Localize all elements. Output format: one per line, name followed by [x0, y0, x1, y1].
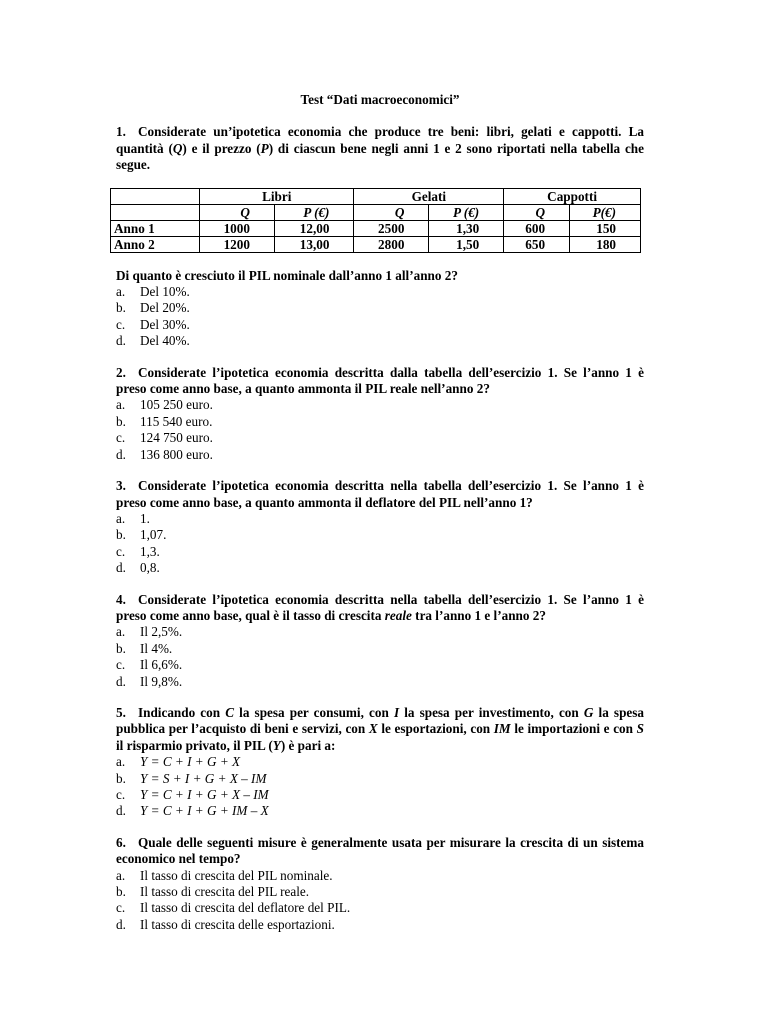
table-subheader: Q: [504, 204, 570, 220]
table-cell: 1,50: [429, 236, 504, 252]
question-4-text: [116, 592, 644, 625]
option-text: Y = S + I + G + X – IM: [140, 770, 267, 786]
option-text: 115 540 euro.: [140, 413, 213, 429]
question-number: 4.: [116, 591, 126, 607]
options-list: [116, 624, 644, 690]
question-6-text: [116, 835, 644, 868]
table-cell: 180: [570, 236, 641, 252]
symbol-g: G: [583, 704, 594, 720]
option-c[interactable]: [116, 787, 644, 803]
table-subheader: Q: [200, 204, 275, 220]
option-d[interactable]: [116, 803, 644, 819]
option-letter: b.: [116, 413, 126, 429]
text-fragment: la spesa per consumi, con: [234, 704, 394, 720]
table-cell: 13,00: [274, 236, 354, 252]
table-cell: 150: [570, 220, 641, 236]
option-text: Y = C + I + G + IM – X: [140, 803, 269, 819]
symbol-p: P: [260, 140, 269, 156]
option-text: 1,07.: [140, 527, 167, 543]
option-letter: b.: [116, 770, 126, 786]
symbol-s: S: [636, 721, 644, 737]
table-empty-cell: [111, 204, 200, 220]
option-text: Il tasso di crescita delle esportazioni.: [140, 916, 335, 932]
option-c[interactable]: [116, 544, 644, 560]
option-c[interactable]: [116, 900, 644, 916]
option-d[interactable]: [116, 917, 644, 933]
option-b[interactable]: [116, 527, 644, 543]
option-letter: c.: [116, 657, 126, 673]
text-fragment: la spesa pubblica per l’acquisto di beni e servizi, con: [116, 704, 644, 737]
option-letter: a.: [116, 624, 126, 640]
table-group-cappotti: Cappotti: [504, 188, 641, 204]
table-cell: 1000: [200, 220, 275, 236]
question-body: Quale delle seguenti misure è generalmente usata per misurare la crescita di un sistema economico nel tempo?: [116, 834, 644, 867]
table-cell: 650: [504, 236, 570, 252]
table-cell: 600: [504, 220, 570, 236]
text-fragment: Indicando con: [138, 704, 226, 720]
option-letter: d.: [116, 560, 126, 576]
option-letter: c.: [116, 543, 126, 559]
text-fragment: Considerate l’ipotetica economia descritta nella tabella dell’esercizio 1. Se l’anno 1 è preso come anno base, qual è il tasso di crescita: [116, 591, 644, 623]
question-number: 3.: [116, 478, 126, 494]
spacer: [116, 690, 644, 705]
table-cell: 2500: [354, 220, 429, 236]
table-group-gelati: Gelati: [354, 188, 504, 204]
symbol-q: Q: [172, 140, 183, 156]
options-list: [116, 284, 644, 350]
symbol-y: Y: [272, 737, 281, 753]
table-subheader-row: [111, 204, 641, 220]
option-a[interactable]: [116, 511, 644, 527]
option-text: Il 4%.: [140, 640, 173, 656]
option-letter: b.: [116, 884, 126, 900]
option-letter: b.: [116, 640, 126, 656]
data-table: [110, 188, 641, 253]
option-letter: a.: [116, 284, 126, 300]
table-row-label: Anno 1: [111, 220, 200, 236]
option-a[interactable]: [116, 754, 644, 770]
question-1-text: [116, 124, 644, 173]
option-text: Il 9,8%.: [140, 673, 183, 689]
option-letter: d.: [116, 803, 126, 819]
options-list: [116, 868, 644, 934]
option-letter: c.: [116, 900, 126, 916]
table-header-row: [111, 188, 641, 204]
spacer: [116, 350, 644, 365]
table-cell: 1200: [200, 236, 275, 252]
table-cell: 2800: [354, 236, 429, 252]
option-letter: c.: [116, 787, 126, 802]
question-2-text: [116, 365, 644, 398]
option-text: Il tasso di crescita del PIL nominale.: [140, 867, 333, 883]
question-6: [116, 835, 644, 933]
table-row: [111, 220, 641, 236]
text-fragment: il risparmio privato, il PIL (: [116, 737, 273, 753]
option-text: Del 40%.: [140, 333, 190, 349]
table-subheader: P(€): [570, 204, 641, 220]
symbol-im: IM: [493, 721, 511, 737]
text-fragment: la spesa per investimento, con: [399, 704, 584, 720]
option-letter: c.: [116, 430, 126, 446]
table-row: [111, 236, 641, 252]
table-group-libri: Libri: [200, 188, 354, 204]
option-letter: a.: [116, 867, 126, 883]
option-text: 0,8.: [140, 560, 160, 576]
table-cell: 12,00: [274, 220, 354, 236]
options-list: [116, 397, 644, 463]
option-letter: a.: [116, 397, 126, 413]
option-text: 124 750 euro.: [140, 430, 213, 446]
option-text: Del 10%.: [140, 284, 190, 300]
text-fragment: le esportazioni, con: [377, 721, 494, 737]
option-letter: a.: [116, 510, 126, 526]
question-1: [116, 124, 644, 349]
question-1-subquestion: Di quanto è cresciuto il PIL nominale dall’anno 1 all’anno 2?: [116, 267, 458, 283]
question-3: [116, 478, 644, 576]
option-letter: b.: [116, 527, 126, 543]
spacer: [116, 463, 644, 478]
option-text: Y = C + I + G + X – IM: [140, 787, 269, 802]
option-letter: d.: [116, 916, 126, 932]
question-number: 1.: [116, 124, 126, 140]
spacer: [116, 820, 644, 835]
table-subheader: P (€): [429, 204, 504, 220]
option-b[interactable]: [116, 300, 644, 316]
option-letter: d.: [116, 673, 126, 689]
option-letter: d.: [116, 446, 126, 462]
option-text: Del 30%.: [140, 316, 190, 332]
option-b[interactable]: [116, 771, 644, 787]
question-2: [116, 365, 644, 463]
emphasis-reale: reale: [384, 607, 412, 623]
question-5-text: [116, 705, 644, 754]
question-body: Considerate l’ipotetica economia descritta nella tabella dell’esercizio 1. Se l’anno 1 è preso come anno base, a quanto ammonta il deflatore del PIL nell’anno 1?: [116, 478, 644, 510]
symbol-x: X: [368, 721, 378, 737]
option-letter: a.: [116, 754, 126, 770]
question-5: [116, 705, 644, 820]
table-cell: 1,30: [429, 220, 504, 236]
option-text: Del 20%.: [140, 300, 190, 316]
question-number: 6.: [116, 834, 126, 850]
option-text: Y = C + I + G + X: [140, 754, 241, 770]
option-d[interactable]: [116, 333, 644, 349]
option-a[interactable]: [116, 868, 644, 884]
question-body: Considerate l’ipotetica economia descritta dalla tabella dell’esercizio 1. Se l’anno 1 è preso come anno base, a quanto ammonta il PIL reale nell’anno 2?: [116, 364, 644, 397]
option-a[interactable]: [116, 624, 644, 640]
option-text: Il tasso di crescita del deflatore del PIL.: [140, 900, 351, 916]
option-d[interactable]: [116, 674, 644, 690]
symbol-i: I: [393, 704, 400, 720]
question-number: 2.: [116, 364, 126, 380]
option-b[interactable]: [116, 884, 644, 900]
text-fragment: tra l’anno 1 e l’anno 2?: [411, 607, 546, 623]
option-b[interactable]: [116, 641, 644, 657]
question-4: [116, 592, 644, 690]
option-c[interactable]: [116, 657, 644, 673]
options-list: [116, 511, 644, 577]
option-text: 1.: [140, 510, 150, 526]
option-text: Il 2,5%.: [140, 624, 183, 640]
symbol-c: C: [225, 704, 235, 720]
option-text: Il 6,6%.: [140, 657, 183, 673]
option-d[interactable]: [116, 560, 644, 576]
table-corner-cell: [111, 188, 200, 204]
text-fragment: ) e il prezzo (: [182, 140, 261, 156]
option-text: 105 250 euro.: [140, 397, 213, 413]
spacer: [116, 577, 644, 592]
text-fragment: Considerate un’ipotetica economia che produce tre beni: libri, gelati e cappotti. La quantità (: [116, 124, 644, 156]
table-subheader: P (€): [274, 204, 354, 220]
option-a[interactable]: [116, 284, 644, 300]
question-number: 5.: [116, 704, 126, 720]
option-text: 1,3.: [140, 543, 160, 559]
option-text: Il tasso di crescita del PIL reale.: [140, 884, 310, 900]
text-fragment: le importazioni e con: [510, 721, 637, 737]
option-letter: c.: [116, 316, 126, 332]
option-letter: b.: [116, 300, 126, 316]
option-text: 136 800 euro.: [140, 446, 213, 462]
option-c[interactable]: [116, 317, 644, 333]
option-letter: d.: [116, 333, 126, 349]
document-title: Test “Dati macroeconomici”: [300, 92, 460, 107]
table-subheader: Q: [354, 204, 429, 220]
options-list: [116, 754, 644, 820]
table-row-label: Anno 2: [111, 236, 200, 252]
document-page: [116, 92, 644, 933]
option-d[interactable]: [116, 447, 644, 463]
question-3-text: [116, 478, 644, 511]
option-b[interactable]: [116, 414, 644, 430]
text-fragment: ) di ciascun bene negli anni 1 e 2 sono riportati nella tabella che segue.: [116, 140, 644, 173]
text-fragment: ) è pari a:: [280, 737, 336, 753]
option-c[interactable]: [116, 430, 644, 446]
option-a[interactable]: [116, 397, 644, 413]
